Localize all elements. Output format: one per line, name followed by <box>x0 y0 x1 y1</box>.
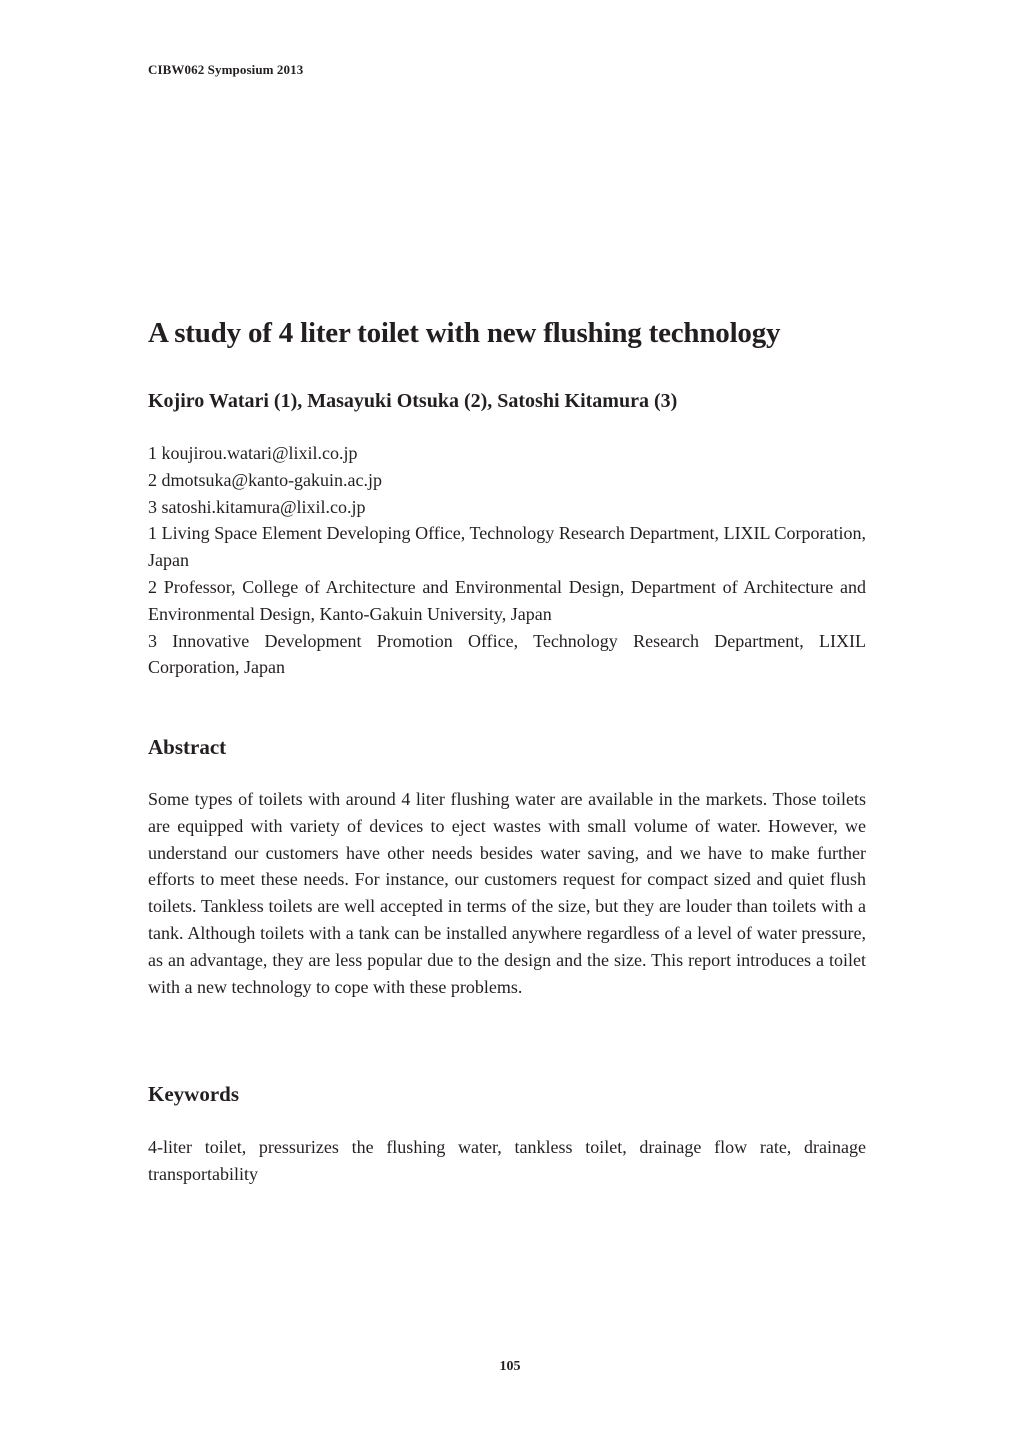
paper-title: A study of 4 liter toilet with new flushing technology <box>148 317 781 349</box>
keywords-text: 4-liter toilet, pressurizes the flushing water, tankless toilet, drainage flow rate, drainage transportability <box>148 1137 866 1184</box>
page-number: 105 <box>499 1359 521 1374</box>
author-list: Kojiro Watari (1), Masayuki Otsuka (2), Satoshi Kitamura (3) <box>148 390 678 412</box>
running-header: CIBW062 Symposium 2013 <box>148 62 304 77</box>
affiliation-2: 2 Professor, College of Architecture and Environmental Design, Department of Architecture and Environmental Design, Kanto-Gakuin University, Japan <box>148 576 866 624</box>
abstract-heading: Abstract <box>148 735 227 759</box>
author-affiliations <box>148 440 866 681</box>
abstract-text: Some types of toilets with around 4 liter flushing water are available in the markets. Those toilets are equipped with variety of devices to eject wastes with small volume of water. However, we understand our customers have other needs besides water saving, and we have to make further efforts to meet these needs. For instance, our customers request for compact sized and quiet flush toilets. Tankless toilets are well accepted in terms of the size, but they are louder than toilets with a tank. Although toilets with a tank can be installed anywhere regardless of a level of water pressure, as an advantage, they are less popular due to the design and the size. This report introduces a toilet with a new technology to cope with these problems. <box>148 789 866 997</box>
keywords-heading: Keywords <box>148 1082 239 1106</box>
author-email-3: 3 satoshi.kitamura@lixil.co.jp <box>148 496 366 517</box>
author-email-1: 1 koujirou.watari@lixil.co.jp <box>148 443 358 463</box>
affiliation-1: 1 Living Space Element Developing Office, Technology Research Department, LIXIL Corporation, Japan <box>148 523 866 571</box>
affiliation-3: 3 Innovative Development Promotion Office, Technology Research Department, LIXIL Corporation, Japan <box>148 630 866 678</box>
author-email-2: 2 dmotsuka@kanto-gakuin.ac.jp <box>148 469 383 490</box>
